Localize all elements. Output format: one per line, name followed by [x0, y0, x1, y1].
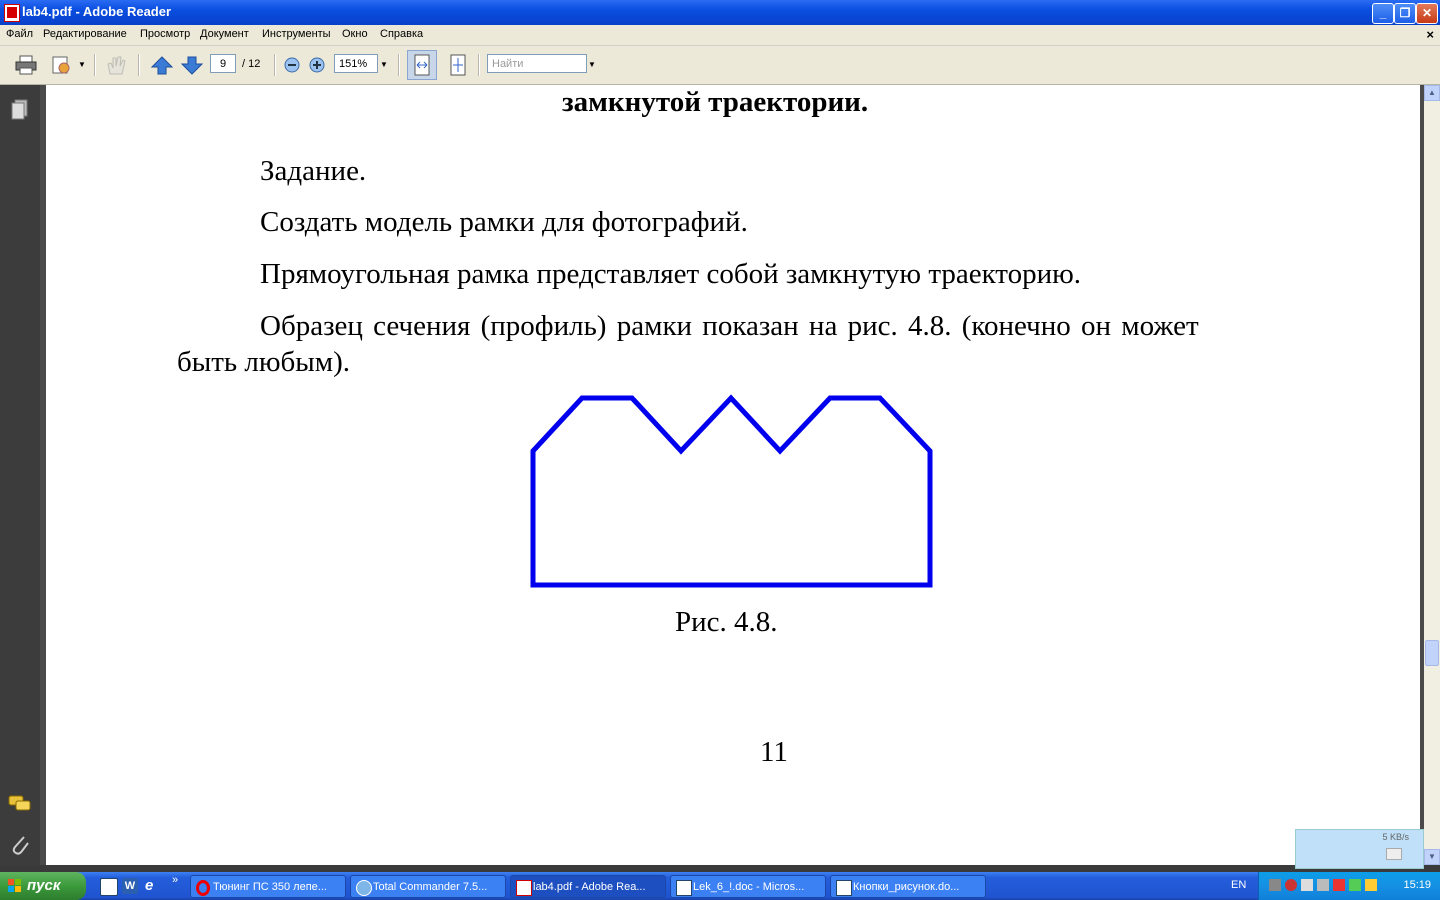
search-input[interactable]: Найти — [487, 54, 587, 73]
toolbar-separator — [138, 54, 140, 76]
network-monitor-icon — [1386, 848, 1402, 860]
zoom-out-icon[interactable] — [280, 53, 304, 77]
print-icon[interactable] — [14, 53, 38, 77]
taskbar — [0, 872, 1440, 900]
attachments-icon[interactable] — [10, 833, 30, 862]
fit-page-icon[interactable] — [446, 53, 470, 77]
frame-profile-outline — [533, 398, 930, 585]
scrollbar-thumb[interactable] — [1425, 640, 1439, 666]
paragraph-rectangular-frame: Прямоугольная рамка представляет собой замкнутую траекторию. — [260, 258, 1082, 290]
comments-icon[interactable] — [8, 794, 32, 819]
clock[interactable]: 15:19 — [1403, 879, 1431, 891]
network-tray-icon[interactable] — [1269, 879, 1281, 891]
opera-icon — [196, 880, 210, 896]
vertical-scrollbar[interactable] — [1424, 85, 1440, 865]
toolbar-separator — [274, 54, 276, 76]
email-icon[interactable] — [50, 53, 74, 77]
show-desktop-icon[interactable] — [100, 878, 118, 896]
toolbar-separator — [94, 54, 96, 76]
task-label: Кнопки_рисунок.do... — [853, 881, 960, 893]
word-doc-icon — [676, 880, 692, 896]
page-number-input[interactable]: 9 — [210, 54, 236, 73]
search-dropdown-arrow-icon[interactable]: ▼ — [588, 60, 596, 69]
minimize-button[interactable]: _ — [1372, 3, 1394, 24]
start-label: пуск — [27, 877, 61, 894]
start-button[interactable] — [0, 872, 86, 900]
zoom-dropdown-arrow-icon[interactable]: ▼ — [380, 60, 388, 69]
paragraph-task: Задание. — [260, 155, 367, 187]
menu-document[interactable]: Документ — [200, 28, 249, 40]
menu-view[interactable]: Просмотр — [140, 28, 191, 40]
menu-tools[interactable]: Инструменты — [262, 28, 331, 40]
total-commander-icon — [356, 880, 372, 896]
previous-page-icon[interactable] — [150, 53, 174, 77]
taskbar-item-adobe-reader[interactable] — [510, 875, 666, 898]
next-page-icon[interactable] — [180, 53, 204, 77]
page-total: / 12 — [242, 58, 261, 70]
task-label: lab4.pdf - Adobe Rea... — [533, 881, 646, 893]
scroll-down-button[interactable]: ▼ — [1424, 849, 1440, 865]
antivirus-tray-icon[interactable] — [1285, 879, 1297, 891]
menu-window[interactable]: Окно — [342, 28, 368, 40]
network-speed-label: 5 KB/s — [1382, 832, 1409, 842]
task-label: Total Commander 7.5... — [373, 881, 488, 893]
pdf-app-icon — [4, 4, 20, 22]
toolbar-separator — [478, 54, 480, 76]
close-document-button[interactable]: × — [1426, 27, 1434, 42]
taskbar-item-opera[interactable] — [190, 875, 346, 898]
quicklaunch-more-icon[interactable]: » — [172, 874, 179, 886]
adobe-reader-icon — [516, 880, 532, 896]
toolbar — [0, 46, 1440, 85]
task-label: Тюнинг ПС 350 лепе... — [213, 881, 327, 893]
menu-file[interactable]: Файл — [6, 28, 34, 40]
network-meter — [1295, 829, 1424, 869]
nvidia-tray-icon[interactable] — [1349, 879, 1361, 891]
internet-explorer-icon[interactable]: e — [145, 877, 154, 894]
taskbar-item-word-lek6[interactable] — [670, 875, 826, 898]
taskbar-item-word-buttons[interactable] — [830, 875, 986, 898]
word-doc-icon — [836, 880, 852, 896]
menu-edit[interactable]: Редактирование — [43, 28, 127, 40]
zoom-level-input[interactable]: 151% — [334, 54, 378, 73]
figure-caption: Рис. 4.8. — [675, 606, 778, 638]
paragraph-create-model: Создать модель рамки для фотографий. — [260, 206, 748, 238]
toolbar-separator — [398, 54, 400, 76]
menu-bar — [0, 25, 1440, 46]
close-button[interactable]: ✕ — [1416, 3, 1438, 24]
email-dropdown-arrow-icon[interactable]: ▼ — [78, 60, 86, 69]
alert-tray-icon[interactable] — [1333, 879, 1345, 891]
task-label: Lek_6_!.doc - Micros... — [693, 881, 805, 893]
device-tray-icon[interactable] — [1301, 879, 1313, 891]
maximize-button[interactable]: ❐ — [1394, 3, 1416, 24]
section-heading: замкнутой траектории. — [562, 86, 869, 118]
title-bar — [0, 0, 1440, 25]
paragraph-profile-line2: быть любым). — [177, 346, 351, 378]
taskbar-item-total-commander[interactable] — [350, 875, 506, 898]
fit-width-icon[interactable] — [407, 50, 437, 80]
window-title: lab4.pdf - Adobe Reader — [22, 4, 172, 19]
scroll-up-button[interactable]: ▲ — [1424, 85, 1440, 101]
menu-help[interactable]: Справка — [380, 28, 424, 40]
paragraph-profile-line1: Образец сечения (профиль) рамки показан на рис. 4.8. (конечно он может — [260, 310, 1199, 342]
speaker-tray-icon[interactable] — [1317, 879, 1329, 891]
word-quicklaunch-icon[interactable]: W — [122, 878, 138, 894]
zoom-in-icon[interactable] — [305, 53, 329, 77]
page-number: 11 — [760, 736, 788, 768]
hand-tool-icon[interactable] — [104, 53, 128, 77]
windows-logo-icon — [8, 879, 22, 893]
navigation-panel — [0, 85, 40, 865]
update-tray-icon[interactable] — [1365, 879, 1377, 891]
frame-profile-figure — [526, 390, 936, 590]
pdf-page — [46, 85, 1420, 865]
system-tray — [1258, 872, 1440, 900]
pages-icon[interactable] — [10, 99, 30, 126]
language-indicator[interactable]: EN — [1231, 879, 1247, 891]
